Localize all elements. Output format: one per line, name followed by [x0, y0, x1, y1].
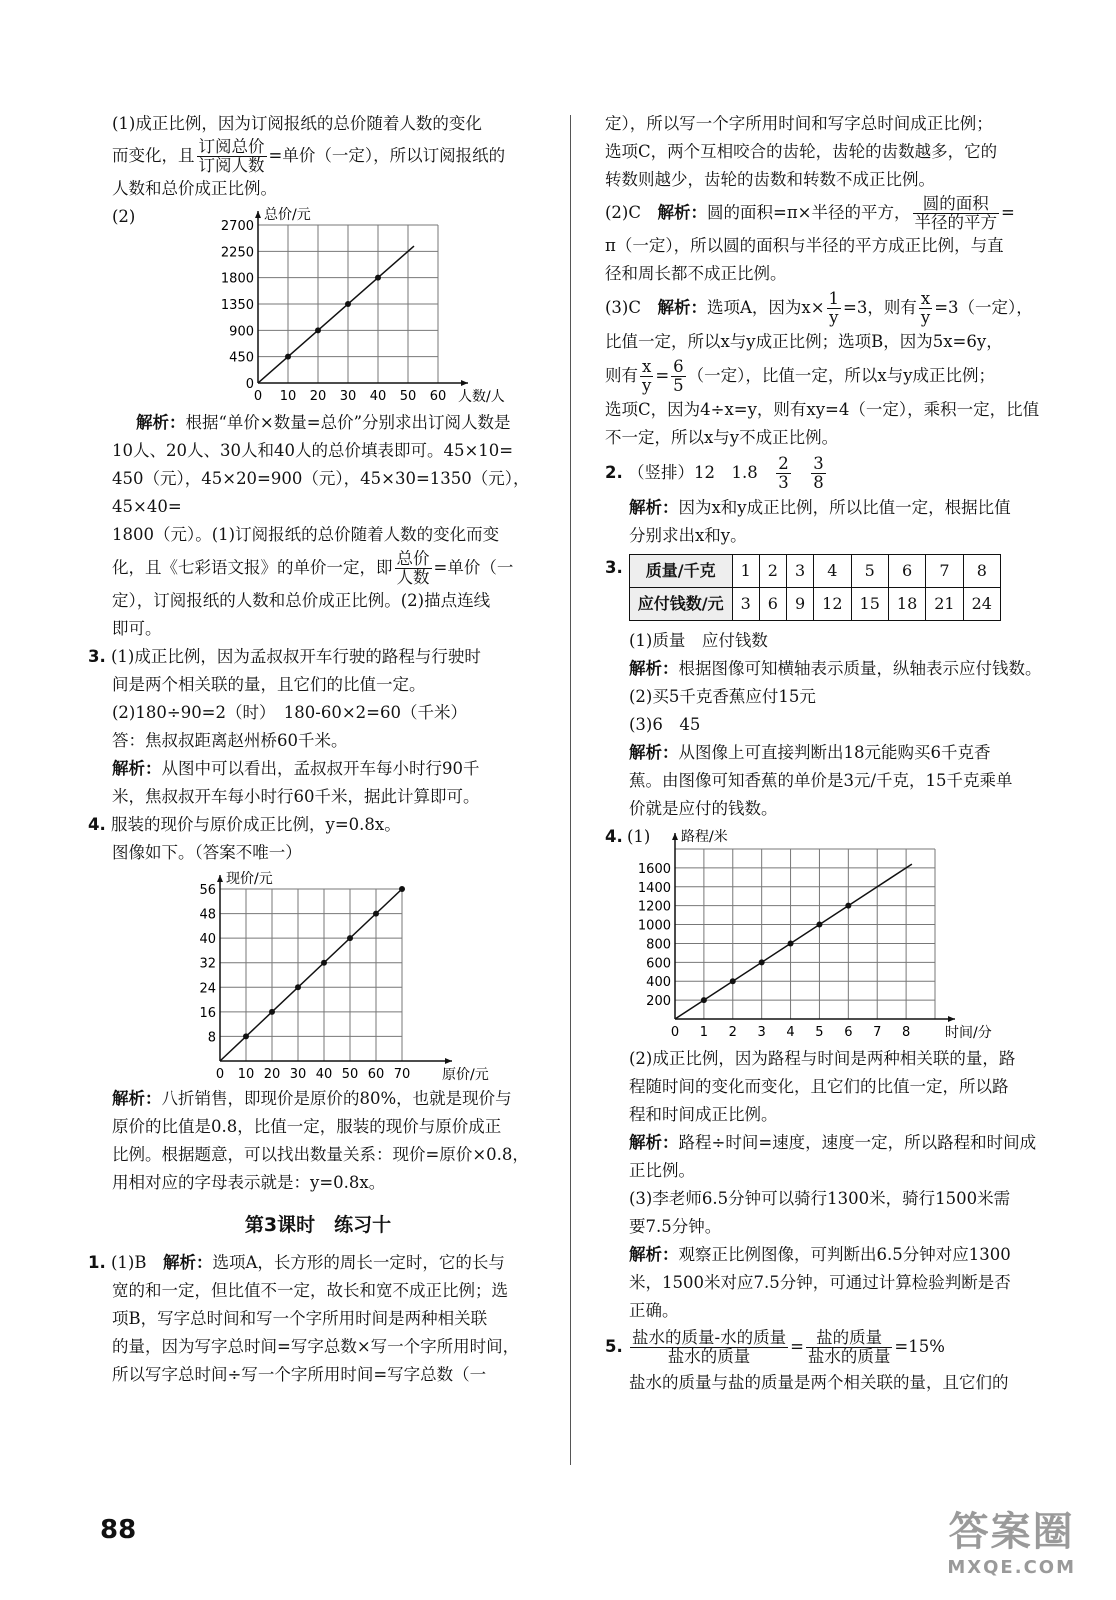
data-point: [399, 886, 405, 892]
y-tick-label: 56: [199, 883, 216, 898]
text-line: [605, 655, 1045, 683]
data-point: [315, 327, 321, 333]
denominator: 3: [778, 473, 789, 492]
data-point: [730, 978, 736, 984]
question-3-block: [605, 550, 1045, 627]
x-tick-label: 30: [339, 389, 357, 404]
table-cell: 2: [759, 555, 786, 588]
data-point: [345, 301, 351, 307]
x-axis-arrow: [948, 1016, 955, 1022]
text-line: 转数则越少，齿轮的齿数和转数不成正比例。: [605, 170, 935, 189]
watermark-url: MXQE.COM: [947, 1557, 1076, 1578]
text-line: [605, 1325, 1045, 1369]
question-number: 1.: [88, 1253, 106, 1272]
text-line: 所以写字总时间÷写一个字所用时间=写字总数（一: [112, 1365, 487, 1384]
table-cell: 9: [786, 588, 813, 621]
text-line: [88, 549, 548, 587]
data-point: [701, 997, 707, 1003]
text-line: 450（元），45×20=900（元），45×30=1350（元），45×40=: [112, 469, 530, 516]
question-number: 5.: [605, 1337, 623, 1356]
text-line: 项B，写字总时间和写一个字所用时间是两种相关联: [112, 1309, 488, 1328]
table-cell: 3: [786, 555, 813, 588]
data-point: [816, 922, 822, 928]
text-line: [605, 288, 1045, 328]
x-axis-arrow: [445, 1058, 452, 1064]
column-divider: [570, 115, 571, 1465]
chart-2-block: [88, 867, 548, 1085]
table-header-cell: 应付钱数/元: [629, 588, 732, 621]
analysis-label: 解析：: [629, 1245, 679, 1264]
denominator: 人数: [396, 568, 430, 587]
y-tick-label: 1800: [220, 271, 254, 287]
analysis-label: 解析：: [629, 1133, 679, 1152]
x-tick-label: 50: [341, 1067, 359, 1082]
table-cell: 21: [926, 588, 963, 621]
text-line: (3)李老师6.5分钟可以骑行1300米，骑行1500米需: [629, 1189, 1011, 1208]
table-cell: 6: [759, 588, 786, 621]
text: =单价（一定），所以订阅报纸的: [268, 146, 506, 165]
x-tick-label: 40: [315, 1067, 333, 1082]
y-tick-label: 600: [646, 956, 671, 972]
section-title: 第3课时 练习十: [244, 1214, 392, 1236]
analysis-label: 解析：: [629, 743, 679, 762]
x-tick-label: 70: [393, 1067, 411, 1082]
text: 服装的现价与原价成正比例，y=0.8x。: [111, 815, 401, 834]
text: 因为x和y成正比例，所以比值一定，根据比值: [678, 498, 1011, 517]
fraction: [913, 195, 1000, 232]
text-line: 比例。根据题意，可以找出数量关系：现价=原价×0.8，: [112, 1145, 529, 1164]
numerator: x: [640, 358, 653, 377]
watermark: [947, 1500, 1076, 1578]
text: 八折销售，即现价是原价的80%，也就是现价与: [161, 1089, 512, 1108]
x-axis-label: 原价/元: [442, 1067, 489, 1083]
table-header-cell: 质量/千克: [629, 555, 732, 588]
numerator: 6: [673, 357, 684, 376]
text-line: 正比例。: [629, 1161, 695, 1180]
analysis-label: 解析：: [163, 1253, 213, 1272]
y-tick-label: 400: [646, 975, 671, 991]
numerator: 总价: [396, 549, 430, 568]
text: =15%: [894, 1337, 945, 1356]
text: (2)C: [605, 203, 658, 222]
text-line: [605, 1241, 1045, 1269]
y-tick-label: 1000: [637, 918, 671, 934]
y-tick-label: 16: [199, 1005, 216, 1021]
x-tick-label: 6: [844, 1025, 853, 1040]
text: （一定），比值一定，所以x与y成正比例；: [687, 366, 996, 385]
x-tick-label: 7: [873, 1025, 882, 1040]
text-line: π（一定），所以圆的面积与半径的平方成正比例，与直: [605, 236, 1004, 255]
text-line: 蕉。由图像可知香蕉的单价是3元/千克，15千克乘单: [629, 771, 1013, 790]
denominator: 半径的平方: [914, 213, 997, 232]
text-line: 选项C，因为4÷x=y，则有xy=4（一定），乘积一定，比值: [605, 400, 1040, 419]
text: (1): [627, 827, 651, 846]
text-line: 价就是应付的钱数。: [629, 799, 778, 818]
table-row: [629, 555, 1000, 588]
x-tick-label: 5: [815, 1025, 824, 1040]
text-line: 宽的和一定，但比值不一定，故长和宽不成正比例；选: [112, 1281, 508, 1300]
y-tick-label: 1200: [637, 899, 671, 915]
data-point: [295, 984, 301, 990]
x-tick-label: 60: [367, 1067, 385, 1082]
text: 选项A，因为x×: [707, 298, 825, 317]
text: =: [655, 366, 670, 385]
text-line: 径和周长都不成正比例。: [605, 264, 787, 283]
y-tick-label: 1600: [637, 861, 671, 877]
denominator: 5: [673, 376, 684, 395]
analysis-label: 解析：: [657, 203, 707, 222]
y-tick-label: 1350: [220, 298, 254, 313]
y-axis-label: 路程/米: [681, 829, 728, 845]
table-cell: 6: [888, 555, 925, 588]
table-cell: 1: [732, 555, 759, 588]
text-line: 人数和总价成正比例。: [112, 179, 277, 198]
text: (1)B: [111, 1253, 163, 1272]
y-tick-label: 900: [229, 324, 254, 340]
text-line: (2)成正比例，因为路程与时间是两种相关联的量，路: [629, 1049, 1016, 1068]
text-line: 米，1500米对应7.5分钟，可通过计算检验判断是否: [629, 1273, 1011, 1292]
text-line: [88, 1249, 548, 1277]
price-table: [629, 554, 1001, 621]
table-cell: 3: [732, 588, 759, 621]
fraction: [197, 138, 267, 175]
text-line: 要7.5分钟。: [629, 1217, 722, 1236]
denominator: 盐水的质量: [807, 1347, 891, 1366]
text-line: [605, 494, 1045, 522]
table-cell: 7: [926, 555, 963, 588]
text-line: [605, 452, 1045, 494]
y-axis-arrow: [672, 833, 678, 840]
data-point: [373, 911, 379, 917]
numerator: 盐的质量: [806, 1329, 893, 1348]
table-cell: 18: [888, 588, 925, 621]
numerator: 盐水的质量-水的质量: [632, 1328, 787, 1347]
table-cell: 8: [963, 555, 1000, 588]
x-tick-label: 50: [399, 389, 417, 404]
text: 圆的面积=π×半径的平方，: [707, 203, 911, 222]
analysis-label: 解析：: [657, 298, 707, 317]
denominator: y: [920, 308, 931, 327]
text: （竖排）12 1.8: [628, 463, 775, 482]
text-line: 定），所以写一个字所用时间和写字总时间成正比例；: [605, 114, 993, 133]
text: 从图中可以看出，孟叔叔开车每小时行90千: [161, 759, 480, 778]
left-column: [88, 110, 548, 1389]
text-line: [605, 1129, 1045, 1157]
x-tick-label: 10: [279, 389, 297, 404]
text-line: [88, 1085, 548, 1113]
numerator: 订阅总价: [198, 137, 265, 156]
series-line: [258, 246, 414, 383]
text: (2): [112, 207, 136, 226]
y-tick-label: 32: [199, 956, 216, 972]
text-line: 10人、20人、30人和40人的总价填表即可。45×10=: [112, 441, 514, 460]
numerator: 2: [778, 454, 789, 473]
y-tick-label: 450: [229, 350, 254, 366]
text: 选项A，长方形的周长一定时，它的长与: [212, 1253, 505, 1272]
x-tick-label: 8: [901, 1025, 911, 1040]
chart-1-block: [88, 203, 548, 403]
text-line: 程和时间成正比例。: [629, 1105, 778, 1124]
fraction: [811, 455, 826, 492]
text: 路程÷时间=速度，速度一定，所以路程和时间成: [678, 1133, 1037, 1152]
y-tick-label: 2700: [220, 219, 254, 234]
x-tick-label: 0: [253, 389, 263, 404]
x-axis-label: 时间/分: [945, 1025, 992, 1041]
denominator: 8: [813, 473, 824, 492]
y-axis-arrow: [255, 211, 261, 218]
numerator: 1: [828, 289, 840, 308]
y-tick-label: 48: [199, 907, 216, 923]
y-tick-label: 1400: [637, 880, 671, 896]
y-tick-label: 0: [245, 377, 254, 392]
text-line: 原价的比值是0.8，比值一定，服装的现价与原价成正: [112, 1117, 502, 1136]
text-line: 图像如下。（答案不唯一）: [112, 843, 302, 862]
analysis-label: 解析：: [629, 498, 679, 517]
data-point: [243, 1033, 249, 1039]
analysis-label: 解析：: [629, 659, 679, 678]
question-number: 4.: [88, 815, 106, 834]
x-tick-label: 1: [699, 1025, 709, 1040]
text: (1)成正比例，因为孟叔叔开车行驶的路程与行驶时: [111, 647, 481, 666]
denominator: 订阅人数: [198, 156, 265, 175]
text: 而变化，且: [112, 146, 195, 165]
text-line: 比值一定，所以x与y成正比例；选项B，因为5x=6y，: [605, 332, 1003, 351]
x-tick-label: 40: [369, 389, 387, 404]
text-line: [88, 811, 548, 839]
numerator: x: [919, 290, 932, 309]
fraction: [919, 290, 932, 327]
chart-distance: [633, 823, 1013, 1045]
text-line: 不一定，所以x与y不成正比例。: [605, 428, 839, 447]
text: 化，且《七彩语文报》的单价一定，即: [112, 558, 393, 577]
text: 观察正比例图像，可判断出6.5分钟对应1300: [678, 1245, 1011, 1264]
fraction: [776, 455, 791, 492]
text-line: 米，焦叔叔开车每小时行60千米，据此计算即可。: [112, 787, 480, 806]
text-line: 定），订阅报纸的人数和总价成正比例。(2)描点连线: [112, 591, 491, 610]
y-tick-label: 200: [646, 994, 671, 1010]
fraction: [395, 550, 432, 587]
question-number: 3.: [88, 647, 106, 666]
text-line: 的量，因为写字总时间=写字总数×写一个字所用时间，: [112, 1337, 520, 1356]
text-line: 答：焦叔叔距离赵州桥60千米。: [112, 731, 348, 750]
fraction: [827, 290, 842, 327]
table-row: [629, 588, 1000, 621]
text-line: 用相对应的字母表示就是：y=0.8x。: [112, 1173, 386, 1192]
question-number: 2.: [605, 463, 623, 482]
text-line: [88, 643, 548, 671]
right-column: [605, 110, 1045, 1397]
table-cell: 4: [814, 555, 851, 588]
numerator: 圆的面积: [913, 195, 1000, 214]
watermark-text: 答案圈: [948, 1509, 1075, 1555]
y-tick-label: 800: [646, 937, 671, 953]
table-cell: 24: [963, 588, 1000, 621]
text-line: (1)质量 应付钱数: [629, 631, 768, 650]
x-tick-label: 2: [728, 1025, 737, 1040]
text-line: [88, 138, 548, 175]
question-number: 3.: [605, 558, 623, 577]
text-line: [88, 755, 548, 783]
data-point: [375, 275, 381, 281]
x-tick-label: 0: [215, 1067, 225, 1082]
text-line: [605, 739, 1045, 767]
x-tick-label: 30: [289, 1067, 307, 1082]
y-tick-label: 2250: [220, 245, 254, 261]
text: =3，则有: [843, 298, 917, 317]
x-tick-label: 4: [786, 1025, 795, 1040]
x-tick-label: 10: [237, 1067, 255, 1082]
x-tick-label: 20: [309, 389, 327, 404]
table-cell: 12: [814, 588, 851, 621]
analysis-label: 解析：: [112, 759, 162, 778]
fraction: [671, 358, 686, 395]
text-line: (1)成正比例，因为订阅报纸的总价随着人数的变化: [112, 114, 482, 133]
numerator: 3: [813, 454, 824, 473]
x-tick-label: 3: [757, 1025, 766, 1040]
data-point: [845, 903, 851, 909]
text: =3（一定），: [934, 298, 1033, 317]
text-line: 程随时间的变化而变化，且它们的比值一定，所以路: [629, 1077, 1009, 1096]
fraction: [630, 1329, 788, 1366]
text-line: (3)6 45: [629, 715, 701, 734]
table-cell: 5: [851, 555, 888, 588]
table-cell: 15: [851, 588, 888, 621]
x-axis-label: 人数/人: [458, 389, 505, 405]
x-tick-label: 20: [263, 1067, 281, 1082]
denominator: y: [642, 376, 652, 395]
denominator: y: [829, 308, 839, 327]
text-line: 即可。: [112, 619, 162, 638]
fraction: [640, 358, 653, 395]
y-axis-label: 现价/元: [226, 871, 273, 887]
chart-total-price: [168, 203, 505, 405]
chart-current-price: [168, 867, 548, 1085]
fraction: [806, 1329, 893, 1366]
text: (3)C: [605, 298, 658, 317]
data-point: [269, 1009, 275, 1015]
y-tick-label: 8: [207, 1030, 216, 1046]
text-line: [605, 356, 1045, 396]
text-line: 1800（元）。(1)订阅报纸的总价随着人数的变化而变: [112, 525, 500, 544]
text-line: 分别求出x和y。: [629, 526, 747, 545]
text: =: [1001, 203, 1015, 222]
text: 从图像上可直接判断出18元能购买6千克香: [678, 743, 991, 762]
data-point: [285, 354, 291, 360]
text-line: 正确。: [629, 1301, 679, 1320]
x-axis-arrow: [461, 380, 468, 386]
data-point: [347, 935, 353, 941]
analysis-label: 解析：: [136, 413, 186, 432]
text-line: 盐水的质量与盐的质量是两个相关联的量，且它们的: [629, 1373, 1009, 1392]
text: =: [790, 1337, 804, 1356]
series-line: [675, 864, 912, 1019]
text-line: 选项C，两个互相咬合的齿轮，齿轮的齿数越多，它的: [605, 142, 998, 161]
text: =单价（一: [433, 558, 514, 577]
data-point: [759, 959, 765, 965]
text-line: [88, 409, 548, 437]
page-number: 88: [100, 1515, 137, 1545]
text: 则有: [605, 366, 638, 385]
question-number: 4.: [605, 827, 623, 846]
x-tick-label: 60: [429, 389, 447, 404]
text-line: (2)180÷90=2（时） 180-60×2=60（千米）: [112, 703, 467, 722]
y-tick-label: 24: [199, 981, 216, 997]
analysis-label: 解析：: [112, 1089, 162, 1108]
y-axis-arrow: [217, 875, 223, 882]
y-tick-label: 40: [199, 932, 216, 948]
y-axis-label: 总价/元: [264, 207, 311, 223]
x-tick-label: 0: [670, 1025, 680, 1040]
text-line: (2)买5千克香蕉应付15元: [629, 687, 816, 706]
data-point: [788, 940, 794, 946]
text: 根据图像可知横轴表示质量，纵轴表示应付钱数。: [678, 659, 1042, 678]
text-line: 间是两个相关联的量，且它们的比值一定。: [112, 675, 426, 694]
denominator: 盐水的质量: [667, 1347, 751, 1366]
text-line: [605, 194, 1045, 232]
text: 根据“单价×数量=总价”分别求出订阅人数是: [185, 413, 511, 432]
chart-3-block: [605, 823, 1045, 1045]
data-point: [321, 960, 327, 966]
